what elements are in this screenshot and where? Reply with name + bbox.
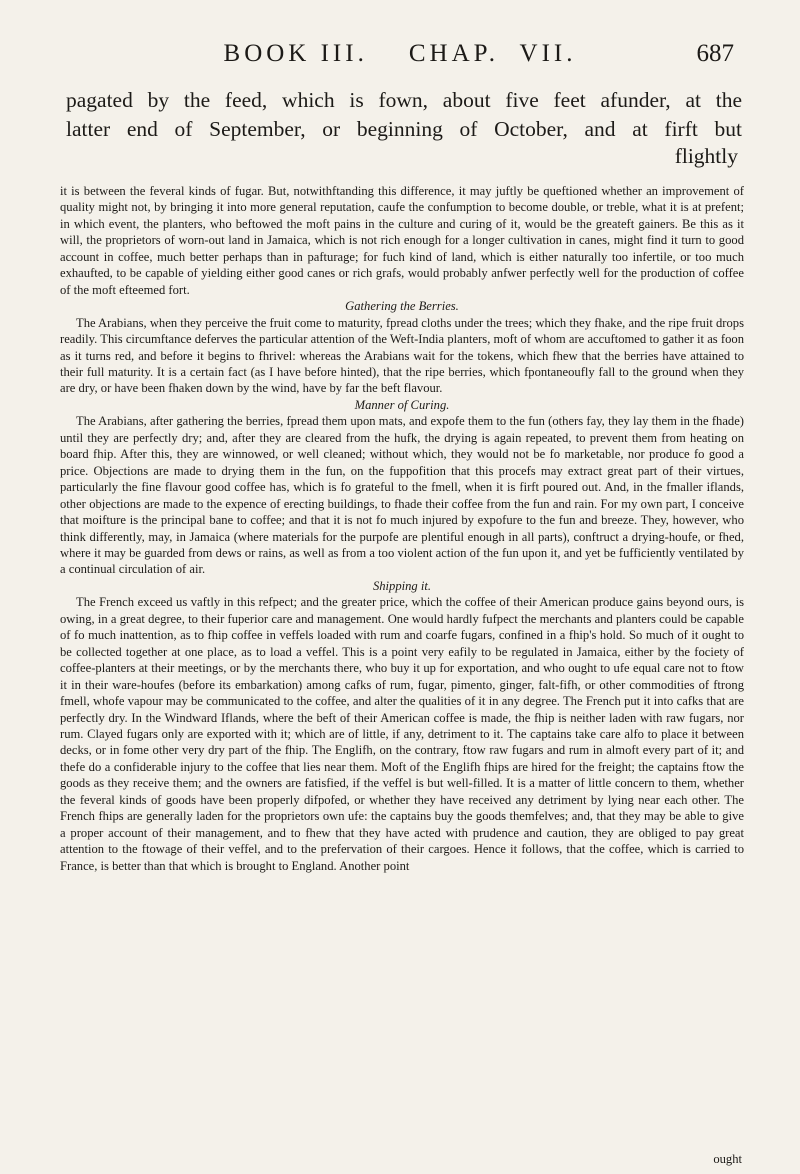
section-heading: Shipping it. — [372, 578, 432, 593]
lead-line-2: latter end of September, or beginning of October, and at firft but — [66, 117, 742, 141]
section-heading: Manner of Curing. — [354, 397, 450, 412]
page-catchword: ought — [713, 1152, 742, 1166]
chapter-number: VII. — [519, 40, 577, 67]
page-number: 687 — [696, 40, 734, 67]
lead-catchword: flightly — [674, 144, 738, 168]
paragraph: The Arabians, when they perceive the fruit come to maturity, fpread cloths under the trees; which they fhake, and the ripe fruit drops readily. This circumftance deferves the particular attention of the Weft-India planters, moft of whom are accuftomed to gather it as foon as it turns red, and before it begins to fhrivel: whereas the Arabians wait for the tokens, which fhew that the berries have attained to their full maturity. It is a certain fact (as I have before hinted), that the ripe berries, which fpontaneoufly fall to the ground when they are dry, or have been fhaken down by the wind, have by far the beft flavour. — [60, 315, 744, 396]
paragraph: it is between the feveral kinds of fugar. But, notwithftanding this difference, it may juftly be queftioned whether an improvement of quality might not, by bringing it into more general reputation, caufe the confumption to become double, or treble, what it is at prefent; in which event, the planters, who beftowed the moft pains in the culture and curing of it, would be the greateft gainers. Be this as it will, the proprietors of worn-out land in Jamaica, which is not rich enough for a longer cultivation in canes, might find it turn to good account in coffee, much better perhaps than in pafturage; for fuch kind of land, which is either naturally too infertile, or too much exhaufted, to be capable of yielding either good canes or rich grafs, would probably anfwer perfectly well for the production of coffee of the moft efteemed fort. — [60, 184, 744, 297]
running-title — [0, 40, 800, 68]
body-text — [60, 183, 744, 874]
lead-text — [66, 86, 742, 144]
section-heading: Gathering the Berries. — [345, 299, 459, 314]
chapter-label: CHAP. — [408, 40, 500, 67]
lead-line-1: pagated by the feed, which is fown, about five feet afunder, at the — [66, 88, 742, 112]
paragraph: The French exceed us vaftly in this refpect; and the greater price, which the coffee of their American produce gains beyond ours, is owing, in a great degree, to their fuperior care and management. One would hardly fufpect the merchants and planters could be capable of fo much inattention, as to fhip coffee in veffels loaded with rum and coarfe fugars, confined in a fhip's hold. So much of it ought to be collected together at one place, as to load a veffel. This is a point very eafily to be regulated in Jamaica, either by the fociety of coffee-planters at their meetings, or by the merchants there, who buy it up for exportation, and who ought to ufe equal care not to ftow it in their ware-houfes (before its embarkation) among cafks of rum, fugar, pimento, ginger, falt-fifh, or other commodities of ftrong fmell, whofe vapour may be communicated to the coffee, and alter the qualities of it in any degree. The French put it into cafks that are perfectly dry. In the Windward Iflands, where the beft of their American coffee is made, the fhip is neither laden with raw fugars, nor rum. Clayed fugars only are exported with it; which are of little, if any, detriment to it. The captains take care alfo to place it between decks, or in fome other very dry part of the fhip. The Englifh, on the contrary, ftow raw fugars and rum in almoft every part of it; and thefe do a confiderable injury to the coffee that lies near them. Moft of the Englifh fhips are hired for the freight; the captains ftow the goods as they receive them; and the owners are fatisfied, if the veffel is but well-filled. It is a matter of little concern to them, whether the feveral kinds of goods have been properly difpofed, or whether they have received any detriment by lying near each other. The French fhips are generally laden for the proprietors own ufe: the captains buy the goods themfelves; and, that they may be able to give a proper account of their management, and to fhew that they have acted with prudence and caution, they are obliged to pay great attention to the ftowage of their veffel, and to the prefervation of their cargoes. Hence it follows, that the coffee, which is carried to France, is better than that which is brought to England. Another point — [60, 595, 744, 873]
paragraph: The Arabians, after gathering the berries, fpread them upon mats, and expofe them to the fun (others fay, they lay them in the fhade) until they are perfectly dry; and, after they are cleared from the hufk, the drying is again repeated, to prevent them from heating on board fhip. After this, they are winnowed, or well cleaned; without which, they would not be fo marketable, nor produce fo good a price. Objections are made to drying them in the fun, on the fuppofition that this procefs may extract great part of their virtues, particularly the fine flavour good coffee has, which is fo grateful to the fmell, when it is firft poured out. And, in the fmaller iflands, other objections are made to the expence of erecting buildings, to fhade their coffee from the fun and rain. For my own part, I conceive that moifture is the principal bane to coffee; and that it is not fo much injured by expofure to the fun and breeze. They, however, who think differently, may, in Jamaica (where materials for the purpofe are plentiful enough in all parts), conftruct a drying-houfe, or fhed, where it may be guarded from dews or rains, as well as from a too violent action of the fun upon it, and yet be fufficiently ventilated by a continual circulation of air. — [60, 414, 744, 577]
running-head — [0, 40, 800, 74]
book-label: BOOK III. — [223, 40, 368, 67]
